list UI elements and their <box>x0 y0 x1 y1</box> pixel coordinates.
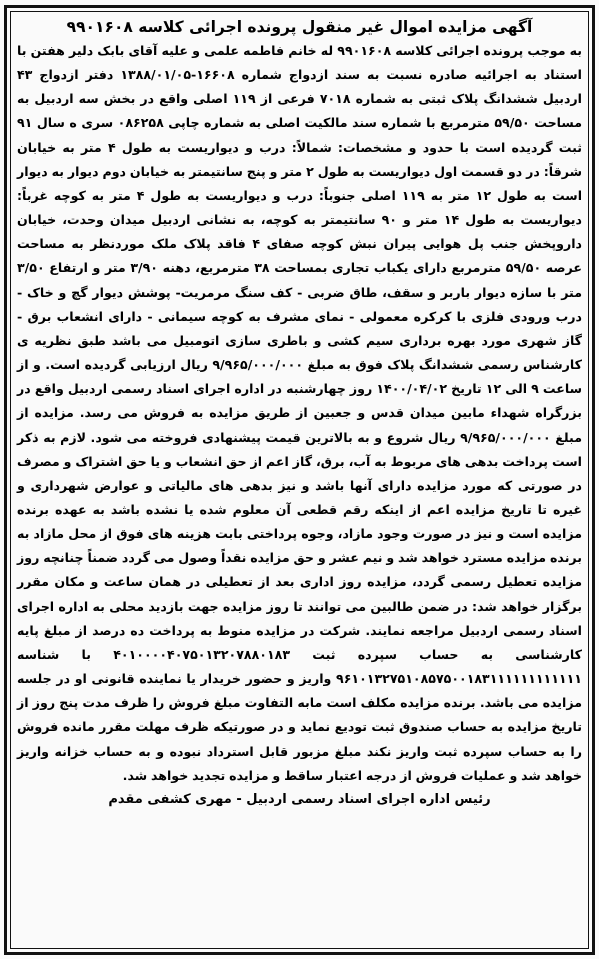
notice-signature: رئیس اداره اجرای اسناد رسمی اردبیل - مهری کشفی مقدم <box>108 791 491 807</box>
notice-body: به موجب پرونده اجرائی کلاسه ۹۹۰۱۶۰۸ له خانم فاطمه علمی و علیه آقای بابک دلیر هفتن با استناد به اجرائیه صادره نسبت به سند ازدواج شماره ۱۶۶۰۸-۱۳۸۸/۰۱/۰۵ دفتر ازدواج ۴۳ اردبیل ششدانگ پلاک ثبتی به شماره ۷۰۱۸ فرعی از ۱۱۹ اصلی واقع در بخش سه اردبیل به مساحت ۵۹/۵۰ مترمربع با شماره سند مالکیت اصلی به شماره چاپی ۰۸۶۲۵۸ سری ه سال ۹۱ ثبت گردیده است با حدود و مشخصات: شمالاً: درب و دیواریست به طول ۴ متر به خیابان شرقاً: در دو قسمت اول دیواریست به طول ۲ متر و پنج سانتیمتر به خیابان دوم دیوار به دیوار است به طول ۱۲ متر به ۱۱۹ اصلی جنوباً: درب و دیواریست به طول ۴ متر به کوچه غرباً: دیواریست به طول ۱۴ متر و ۹۰ سانتیمتر به کوچه، به نشانی اردبیل میدان وحدت، خیابان داروپخش جنب پل هوایی پیران نبش کوچه صفای ۴ فاقد پلاک ملک موردنظر به مساحت عرصه ۵۹/۵۰ مترمربع دارای یکباب تجاری بمساحت ۳۸ مترمربع، دهنه ۳/۹۰ متر و ارتفاع ۳/۵۰ متر با سازه دیوار باربر و سقف، طاق ضربی - کف سنگ مرمریت- پوشش دیوار گچ و خاک - درب ورودی فلزی با کرکره معمولی - نمای مشرف به کوچه سیمانی - دارای انشعاب برق - گاز شهری مورد بهره برداری سیم کشی و باطری سازی اتومبیل می باشد طبق نظریه ی کارشناس رسمی ششدانگ پلاک فوق به مبلغ ۹/۹۶۵/۰۰۰/۰۰۰ ریال ارزیابی گردیده است. و از ساعت ۹ الی ۱۲ تاریخ ۱۴۰۰/۰۴/۰۲ روز چهارشنبه در اداره اجرای اسناد رسمی اردبیل واقع در بزرگراه شهداء مابین میدان قدس و جعبین از طریق مزایده به فروش می رسد. مزایده از مبلغ ۹/۹۶۵/۰۰۰/۰۰۰ ریال شروع و به بالاترین قیمت پیشنهادی فروخته می شود. لازم به ذکر است پرداخت بدهی های مربوط به آب، برق، گاز اعم از حق انشعاب و یا حق اشتراک و مصرف در صورتی که مورد مزایده دارای آنها باشد و نیز بدهی های مالیاتی و عوارض شهرداری و غیره تا تاریخ مزایده اعم از اینکه رقم قطعی آن معلوم شده یا نشده باشد به عهده برنده مزایده است و نیز در صورت وجود مازاد، وجوه پرداختی بابت هزینه های فوق از محل مازاد به برنده مزایده مسترد خواهد شد و نیم عشر و حق مزایده نقداً وصول می گردد ضمناً چنانچه روز مزایده تعطیل رسمی گردد، مزایده روز اداری بعد از تعطیلی در همان ساعت و مکان مقرر برگزار خواهد شد: در ضمن طالبین می توانند تا روز مزایده جهت بازدید محلی به اداره اجرای اسناد رسمی اردبیل مراجعه نمایند. شرکت در مزایده منوط به پرداخت ده درصد از مبلغ پایه کارشناسی به حساب سپرده ثبت ۴۰۱۰۰۰۰۴۰۷۵۰۱۳۲۰۷۸۸۰۱۸۳ با شناسه ۹۶۱۰۱۳۲۷۵۱۰۸۵۷۵۰۰۱۸۳۱۱۱۱۱۱۱۱۱۱۱۱ واریز و حضور خریدار یا نماینده قانونی او در جلسه مزایده می باشد. برنده مزایده مکلف است مابه التفاوت مبلغ فروش را ظرف مدت پنج روز از تاریخ مزایده به حساب صندوق ثبت تودیع نماید و در صورتیکه ظرف مهلت مقرر مانده فروش را به حساب سپرده ثبت واریز نکند مبلغ مزبور قابل استرداد نبوده و به حساب خزانه واریز خواهد شد و عملیات فروش از درجه اعتبار ساقط و مزایده تجدید خواهد شد. <box>17 43 583 783</box>
notice-border <box>4 5 595 955</box>
notice-title: آگهی مزایده اموال غیر منقول پرونده اجرائی کلاسه ۹۹۰۱۶۰۸ <box>66 18 533 36</box>
